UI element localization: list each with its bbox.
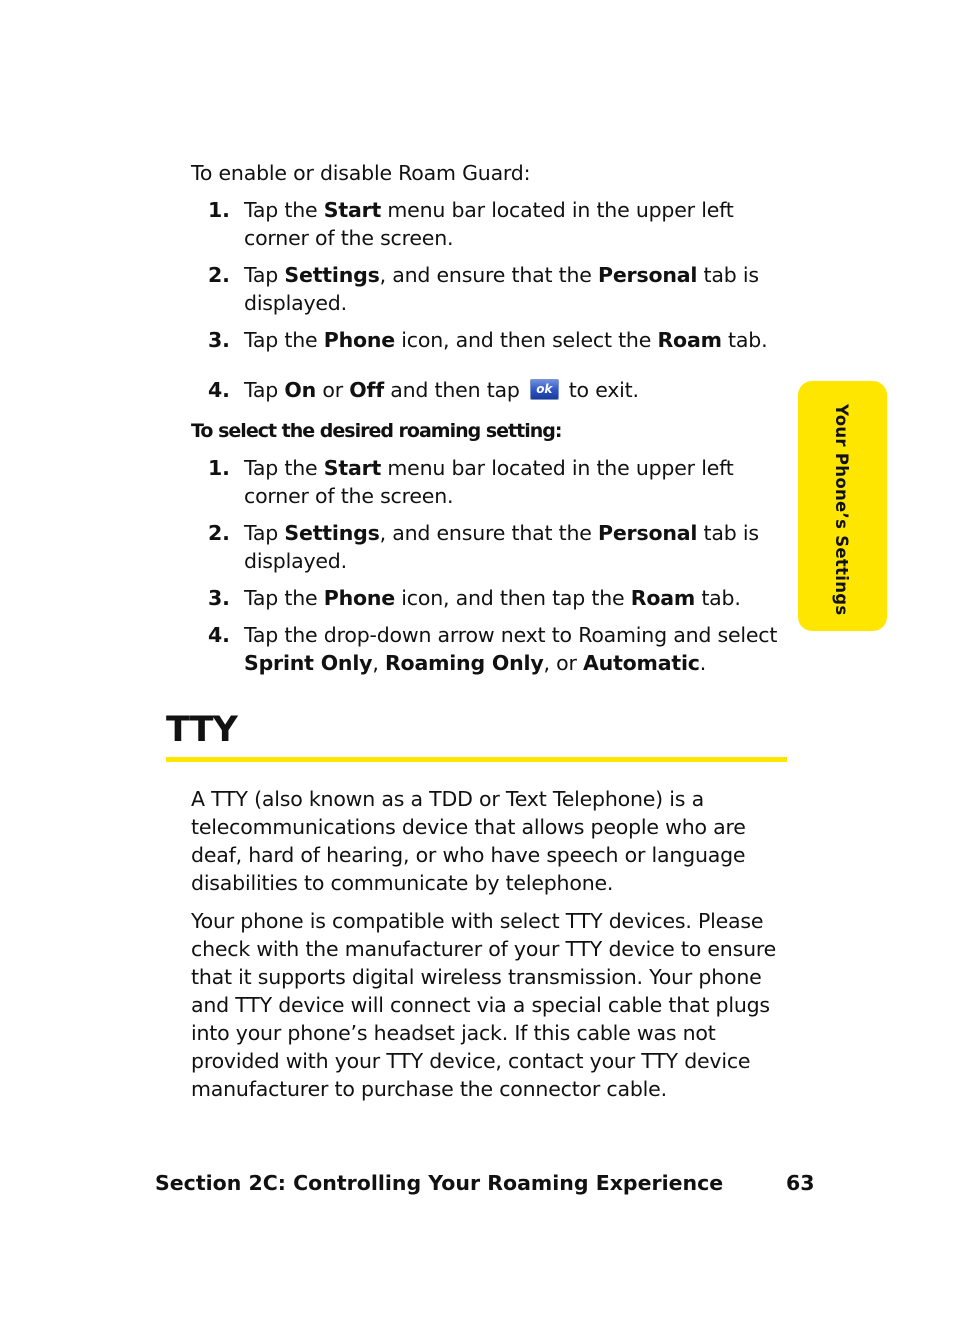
step-text: Tap the (244, 198, 324, 222)
step-keyword: Roaming Only (384, 651, 544, 675)
step-number: 1. (208, 198, 230, 222)
step-text: Tap the (244, 328, 324, 352)
tty-heading: TTY (166, 710, 237, 750)
roaming-setting-heading: To select the desired roaming setting: (191, 420, 562, 442)
list-item (191, 454, 791, 510)
heading-rule (166, 757, 787, 762)
step-text: Tap the drop-down arrow next to Roaming and select (244, 623, 778, 647)
list-item (191, 196, 791, 252)
step-keyword: Roam (630, 586, 696, 610)
step-keyword: Phone (323, 586, 395, 610)
step-keyword: Personal (598, 521, 698, 545)
roaming-setting-steps (191, 454, 791, 686)
step-keyword: Roam (657, 328, 722, 352)
step-text: Tap the (244, 456, 324, 480)
step-number: 4. (208, 378, 230, 402)
step-text: Tap (244, 378, 285, 402)
step-text: tab. (721, 328, 768, 352)
step-text: menu bar located in the upper left corner of the screen. (244, 456, 734, 508)
step-number: 4. (208, 623, 230, 647)
step-text: , and ensure that the (379, 521, 599, 545)
roam-guard-intro: To enable or disable Roam Guard: (191, 161, 531, 185)
step-text: tab is displayed. (244, 263, 759, 315)
step-keyword: Settings (284, 263, 380, 287)
page-number: 63 (786, 1171, 815, 1195)
step-keyword: Personal (598, 263, 698, 287)
step-number: 2. (208, 521, 230, 545)
step-text: icon, and then tap the (394, 586, 631, 610)
step-text: Tap (244, 521, 285, 545)
side-tab-label: Your Phone’s Settings (832, 404, 851, 616)
step-text: icon, and then select the (394, 328, 658, 352)
step-keyword: Phone (323, 328, 395, 352)
step-keyword: Automatic (583, 651, 700, 675)
step-number: 3. (208, 586, 230, 610)
list-item (191, 584, 791, 612)
ok-button-icon: ok (530, 379, 559, 400)
step-keyword: Settings (284, 521, 380, 545)
footer-section-title: Section 2C: Controlling Your Roaming Experience (155, 1171, 724, 1195)
list-item (191, 376, 791, 404)
step-text: or (316, 378, 350, 402)
step-text: tab is displayed. (244, 521, 759, 573)
tty-paragraph-1: A TTY (also known as a TDD or Text Telephone) is a telecommunications device that allows people who are deaf, hard of hearing, or who have speech or language disabilities to communicate by telephone. (191, 787, 746, 895)
step-number: 3. (208, 328, 230, 352)
step-text: . (699, 651, 707, 675)
step-text: to exit. (568, 378, 639, 402)
list-item (191, 519, 791, 575)
step-text: Tap the (244, 586, 324, 610)
step-keyword: Sprint Only (244, 651, 373, 675)
roam-guard-steps (191, 196, 791, 404)
step-keyword: Start (323, 456, 382, 480)
list-item (191, 326, 791, 354)
step-text: , or (543, 651, 584, 675)
list-item (191, 261, 791, 317)
step-text: Tap (244, 263, 285, 287)
tty-paragraph-2: Your phone is compatible with select TTY devices. Please check with the manufacturer of your TTY device to ensure that it supports digital wireless transmission. Your phone and TTY device will connect via a special cable that plugs into your phone’s headset jack. If this cable was not provided with your TTY device, contact your TTY device manufacturer to purchase the connector cable. (191, 909, 777, 1101)
step-text: , and ensure that the (379, 263, 599, 287)
step-number: 1. (208, 456, 230, 480)
step-keyword: On (284, 378, 317, 402)
step-keyword: Start (323, 198, 382, 222)
step-keyword: Off (349, 378, 384, 402)
step-text: tab. (695, 586, 741, 610)
step-text: , (372, 651, 385, 675)
step-number: 2. (208, 263, 230, 287)
list-item (191, 621, 791, 677)
step-text: menu bar located in the upper left corner of the screen. (244, 198, 734, 250)
step-text: and then tap (383, 378, 520, 402)
